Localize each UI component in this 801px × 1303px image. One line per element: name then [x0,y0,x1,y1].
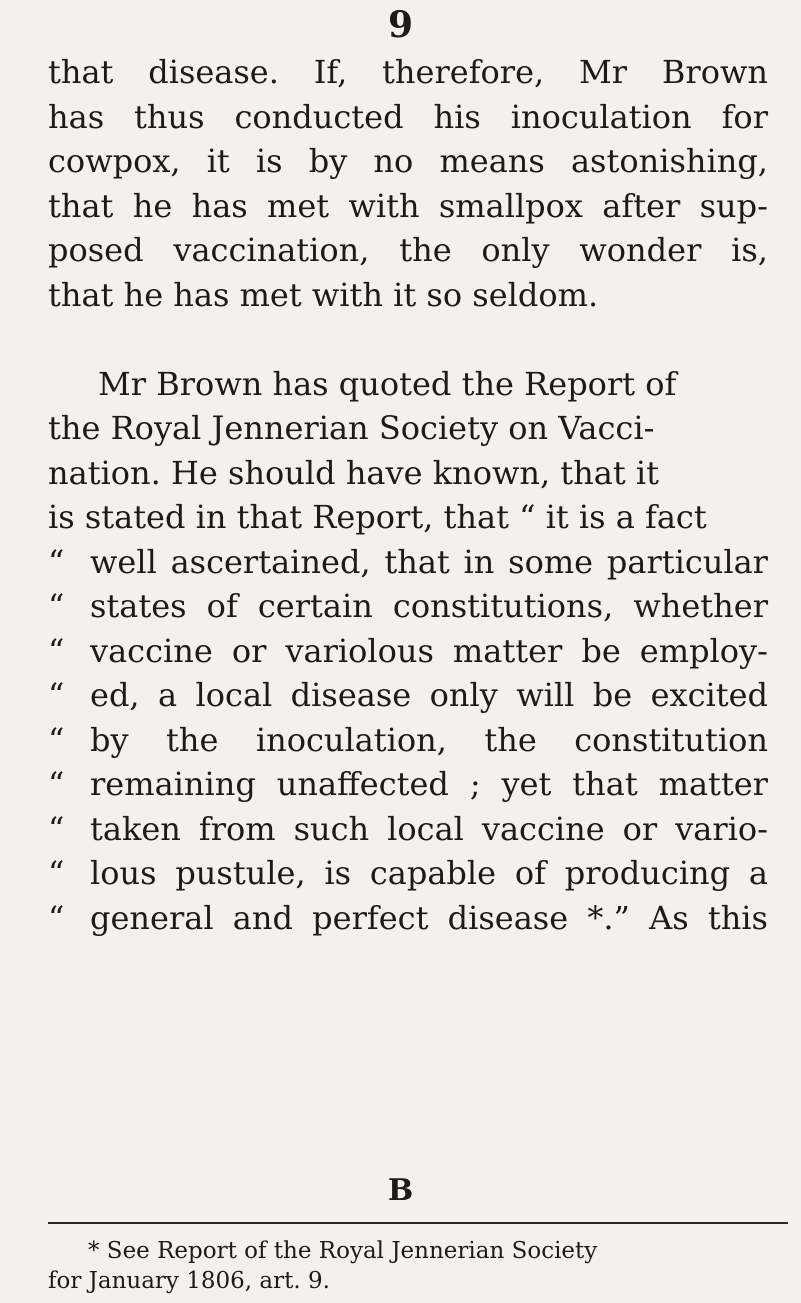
quote-line [48,718,768,763]
quote-mark: “ [48,898,65,937]
word: constitutions, [392,587,614,625]
quote-line [48,896,768,941]
word: a [748,854,768,892]
word: therefore, [382,53,545,91]
text-line: nation. He should have known, that it [48,453,659,492]
word: inoculation [510,97,692,136]
signature-mark: B [387,1173,414,1208]
word: local [195,676,273,714]
text-line: that he has met with it so seldom. [48,275,599,314]
word: employ- [639,631,768,670]
word: and [232,898,293,937]
word: matter [452,631,563,670]
word: that [384,542,450,581]
word: local [387,809,464,848]
quote-text [90,851,768,896]
word: wonder [579,231,702,269]
word: the [399,231,452,269]
word: ed, [90,676,140,714]
text-line [48,228,768,273]
text-line [48,184,768,229]
word: well [90,542,157,581]
word: it [206,142,230,180]
word: disease [290,676,412,714]
word: perfect [312,898,429,937]
word: disease. [148,53,279,91]
word: general [90,898,214,937]
word: unaffected [276,765,449,803]
word: vaccine [90,631,213,670]
word: Mr [579,53,628,91]
quote-mark: “ [48,809,65,848]
word: such [293,809,370,848]
word: certain [257,587,373,625]
word: from [198,809,276,848]
quote-text [90,540,768,585]
quote-mark: “ [48,765,65,803]
word: of [514,854,546,892]
word: that [572,765,638,803]
quote-mark: “ [48,587,65,625]
word: particular [606,542,768,581]
quote-line [48,540,768,585]
text-line: is stated in that Report, that “ it is a fact [48,498,707,536]
paragraph-gap [48,317,768,362]
word: ; [469,765,481,803]
word: Brown [661,53,768,91]
word: states [90,587,187,625]
word: no [373,142,414,180]
word: posed [48,231,144,269]
word: *.” [587,898,630,937]
footnote-line: * See Report of the Royal Jennerian Society [88,1238,598,1264]
word: with [348,186,420,225]
word: vaccine [481,809,605,848]
word: of [206,587,238,625]
quote-mark: “ [48,676,65,714]
word: excited [650,676,768,714]
word: will [516,676,575,714]
word: conducted [234,97,404,136]
word: is [255,142,283,180]
quote-mark: “ [48,720,65,759]
word: in [463,542,495,581]
body-text [48,50,768,940]
word: vario- [675,809,768,848]
word: lous [90,854,157,892]
quote-line [48,629,768,674]
word: constitution [574,720,768,759]
word: inoculation, [255,720,447,759]
quote-line [48,584,768,629]
word: If, [313,53,348,91]
word: only [481,231,550,269]
word: remaining [90,765,256,803]
word: met [267,186,330,225]
text-line [48,139,768,184]
footnote-line: for January 1806, art. 9. [48,1268,330,1294]
word: has [191,186,248,225]
word: the [166,720,219,759]
word: astonishing, [570,142,768,180]
word: that [48,186,114,225]
word: some [508,542,594,581]
quote-text [90,673,768,718]
word: matter [658,765,768,803]
word: whether [633,587,768,625]
word: means [439,142,545,180]
quote-mark: “ [48,631,65,670]
quote-text [90,584,768,629]
word: yet [501,765,552,803]
word: thus [134,97,205,136]
quote-text [90,629,768,674]
word: this [707,898,768,937]
word: he [132,186,173,225]
quote-text [90,896,768,941]
word: pustule, [175,854,306,892]
word: capable [369,854,497,892]
word: cowpox, [48,142,181,180]
footnote [48,1236,768,1296]
word: is, [731,231,768,269]
word: producing [564,854,731,892]
text-line: the Royal Jennerian Society on Vacci- [48,409,655,447]
word: after [602,186,681,225]
word: or [622,809,658,848]
word: a [158,676,178,714]
word: vaccination, [173,231,370,269]
word: ascertained, [170,542,371,581]
word: only [429,676,498,714]
word: by [308,142,348,180]
text-line: Mr Brown has quoted the Report of [98,364,677,403]
quote-line [48,851,768,896]
text-line [48,95,768,140]
word: As [649,898,689,937]
footnote-divider [48,1222,788,1224]
quote-line [48,673,768,718]
word: variolous [285,631,434,670]
word: his [433,97,481,136]
quote-mark: “ [48,542,65,581]
word: sup- [699,186,768,225]
word: is [324,854,352,892]
page-number: 9 [387,4,414,46]
word: the [484,720,537,759]
word: or [231,631,267,670]
word: disease [447,898,569,937]
quote-mark: “ [48,854,65,892]
word: by [90,720,129,759]
word: has [48,97,105,136]
quote-text [90,718,768,763]
quote-text [90,762,768,807]
quote-line [48,807,768,852]
word: that [48,53,114,91]
word: for [721,97,768,136]
word: be [581,631,621,670]
text-line [48,50,768,95]
word: be [592,676,633,714]
quote-line [48,762,768,807]
quote-text [90,807,768,852]
word: smallpox [438,186,583,225]
word: taken [90,809,181,848]
